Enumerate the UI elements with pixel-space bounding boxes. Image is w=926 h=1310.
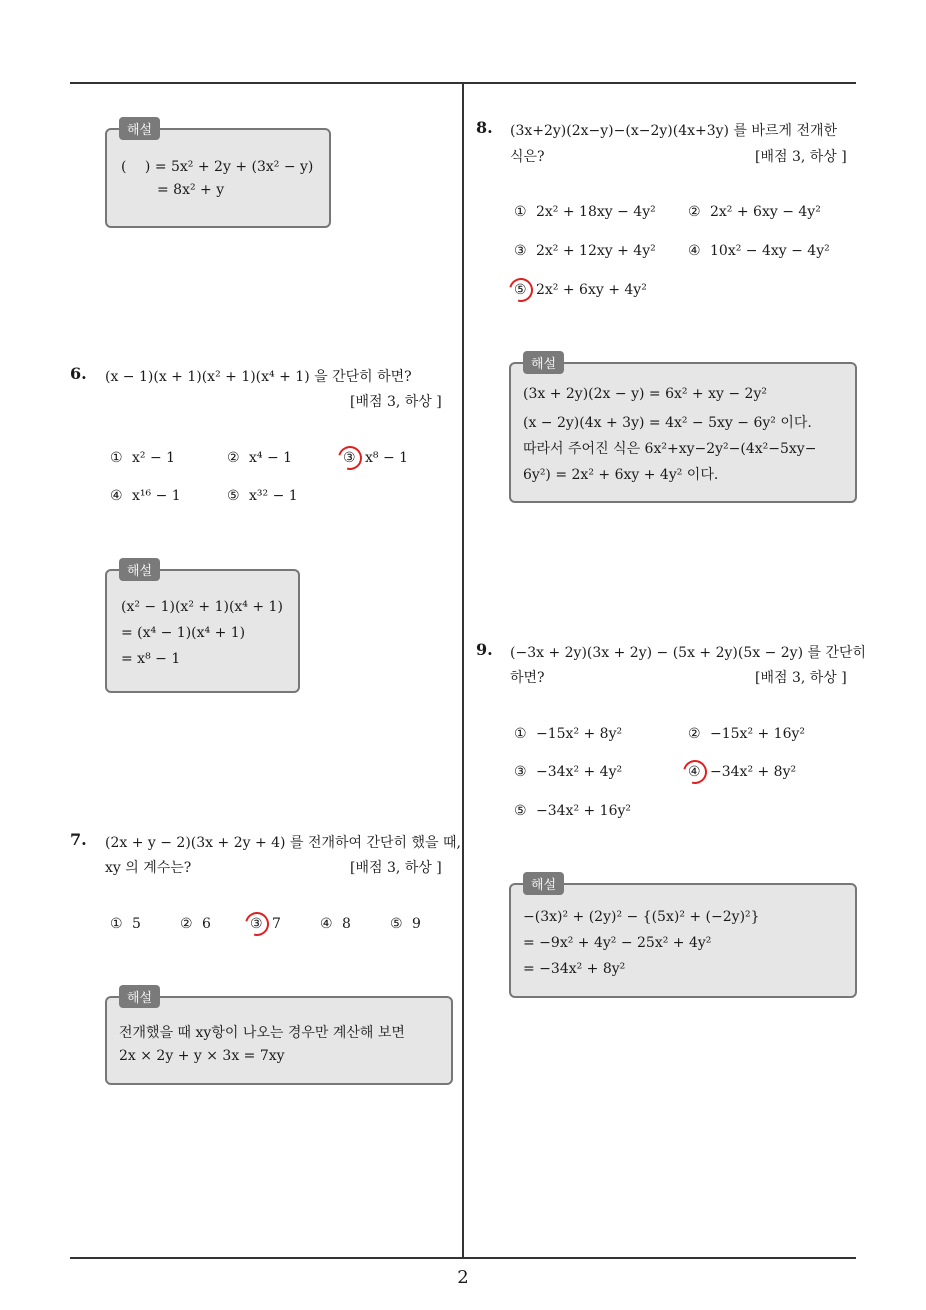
question-number: 6. [70, 364, 87, 383]
solution-box-q8 [509, 357, 857, 503]
choice-mark: ⑤ [514, 282, 527, 298]
choice-1[interactable] [514, 204, 656, 220]
choice-mark: ② [180, 916, 193, 932]
choice-5[interactable] [514, 803, 631, 819]
choice-text: 2x² + 6xy + 4y² [536, 282, 647, 298]
choice-mark: ① [110, 450, 123, 466]
question-text: xy 의 계수는? [105, 860, 192, 876]
choice-text: 2x² + 12xy + 4y² [536, 243, 656, 259]
solution-tag: 해설 [119, 985, 160, 1008]
choice-2[interactable] [688, 726, 805, 742]
choice-mark: ③ [514, 243, 527, 259]
question-number: 7. [70, 830, 87, 849]
choice-mark: ② [688, 204, 701, 220]
choice-mark: ④ [320, 916, 333, 932]
answer-circle-mark [505, 274, 538, 307]
solution-box-q9 [509, 878, 857, 998]
page-number: 2 [457, 1267, 469, 1288]
solution-line: = x⁸ − 1 [121, 651, 181, 667]
choice-text: −34x² + 4y² [536, 764, 623, 780]
solution-line: (x² − 1)(x² + 1)(x⁴ + 1) [121, 599, 283, 615]
solution-line: (3x + 2y)(2x − y) = 6x² + xy − 2y² [523, 386, 767, 402]
answer-circle-mark [334, 442, 367, 475]
solution-box-q7 [105, 991, 453, 1085]
score-label: [배점 3, 하상 ] [755, 670, 847, 686]
question-number: 8. [476, 118, 493, 137]
answer-circle-mark [241, 908, 274, 941]
choice-2[interactable] [688, 204, 821, 220]
choice-mark: ② [688, 726, 701, 742]
question-text: (3x+2y)(2x−y)−(x−2y)(4x+3y) 를 바르게 전개한 [510, 123, 838, 139]
choice-mark: ③ [250, 916, 263, 932]
solution-tag: 해설 [119, 558, 160, 581]
choice-5[interactable] [390, 916, 421, 932]
choice-text: −15x² + 16y² [710, 726, 806, 742]
choice-mark: ⑤ [514, 803, 527, 819]
question-number: 9. [476, 640, 493, 659]
choice-5[interactable] [227, 488, 298, 504]
choice-text: x⁸ − 1 [365, 450, 409, 466]
question-text: 하면? [510, 670, 545, 686]
choice-text: −34x² + 8y² [710, 764, 797, 780]
choice-mark: ④ [688, 764, 701, 780]
choice-mark: ② [227, 450, 240, 466]
question-text: (2x + y − 2)(3x + 2y + 4) 를 전개하여 간단히 했을 때, [105, 835, 461, 851]
choice-4[interactable] [320, 916, 351, 932]
choice-1[interactable] [514, 726, 622, 742]
choice-text: 10x² − 4xy − 4y² [710, 243, 830, 259]
solution-line: 6y²) = 2x² + 6xy + 4y² 이다. [523, 467, 719, 483]
choice-text: −34x² + 16y² [536, 803, 632, 819]
choice-mark: ③ [514, 764, 527, 780]
question-text: (−3x + 2y)(3x + 2y) − (5x + 2y)(5x − 2y) 를 간단히 [510, 645, 867, 661]
solution-tag: 해설 [119, 117, 160, 140]
bottom-rule [70, 1257, 856, 1259]
solution-box-prev [105, 123, 331, 228]
choice-mark: ⑤ [390, 916, 403, 932]
choice-3[interactable] [514, 764, 622, 780]
choice-mark: ③ [343, 450, 356, 466]
solution-line: 2x × 2y + y × 3x = 7xy [119, 1048, 285, 1064]
choice-4[interactable] [688, 243, 830, 259]
choice-3[interactable] [514, 243, 656, 259]
choice-text: 9 [412, 916, 421, 932]
answer-circle-mark [679, 756, 712, 789]
choice-text: 2x² + 18xy − 4y² [536, 204, 656, 220]
choice-mark: ④ [688, 243, 701, 259]
choice-mark: ⑤ [227, 488, 240, 504]
choice-text: 7 [272, 916, 281, 932]
choice-mark: ④ [110, 488, 123, 504]
solution-line: = (x⁴ − 1)(x⁴ + 1) [121, 625, 246, 641]
solution-line: = −9x² + 4y² − 25x² + 4y² [523, 935, 712, 951]
solution-line: 전개했을 때 xy항이 나오는 경우만 계산해 보면 [119, 1025, 405, 1041]
solution-line: (x − 2y)(4x + 3y) = 4x² − 5xy − 6y² 이다. [523, 415, 812, 431]
choice-text: 8 [342, 916, 351, 932]
score-label: [배점 3, 하상 ] [350, 860, 442, 876]
question-text: (x − 1)(x + 1)(x² + 1)(x⁴ + 1) 을 간단히 하면? [105, 369, 412, 385]
solution-line: −(3x)² + (2y)² − {(5x)² + (−2y)²} [523, 909, 760, 925]
column-divider [462, 82, 464, 1258]
choice-text: 2x² + 6xy − 4y² [710, 204, 821, 220]
solution-line: ( ) = 5x² + 2y + (3x² − y) [121, 159, 314, 175]
score-label: [배점 3, 하상 ] [350, 394, 442, 410]
choice-mark: ① [514, 726, 527, 742]
score-label: [배점 3, 하상 ] [755, 149, 847, 165]
choice-text: x¹⁶ − 1 [132, 488, 181, 504]
solution-tag: 해설 [523, 872, 564, 895]
choice-5[interactable] [514, 282, 647, 298]
choice-text: −15x² + 8y² [536, 726, 623, 742]
choice-mark: ① [514, 204, 527, 220]
choice-1[interactable] [110, 916, 141, 932]
choice-2[interactable] [180, 916, 211, 932]
choice-text: x⁴ − 1 [249, 450, 293, 466]
choice-text: x³² − 1 [249, 488, 298, 504]
choice-text: 5 [132, 916, 141, 932]
choice-1[interactable] [110, 450, 175, 466]
solution-line: = −34x² + 8y² [523, 961, 626, 977]
solution-line: = 8x² + y [157, 182, 225, 198]
question-text: 식은? [510, 149, 545, 165]
choice-mark: ① [110, 916, 123, 932]
solution-line: 따라서 주어진 식은 6x²+xy−2y²−(4x²−5xy− [523, 441, 817, 457]
choice-text: 6 [202, 916, 211, 932]
solution-tag: 해설 [523, 351, 564, 374]
choice-2[interactable] [227, 450, 292, 466]
solution-box-q6 [105, 564, 300, 693]
choice-4[interactable] [110, 488, 181, 504]
choice-text: x² − 1 [132, 450, 176, 466]
